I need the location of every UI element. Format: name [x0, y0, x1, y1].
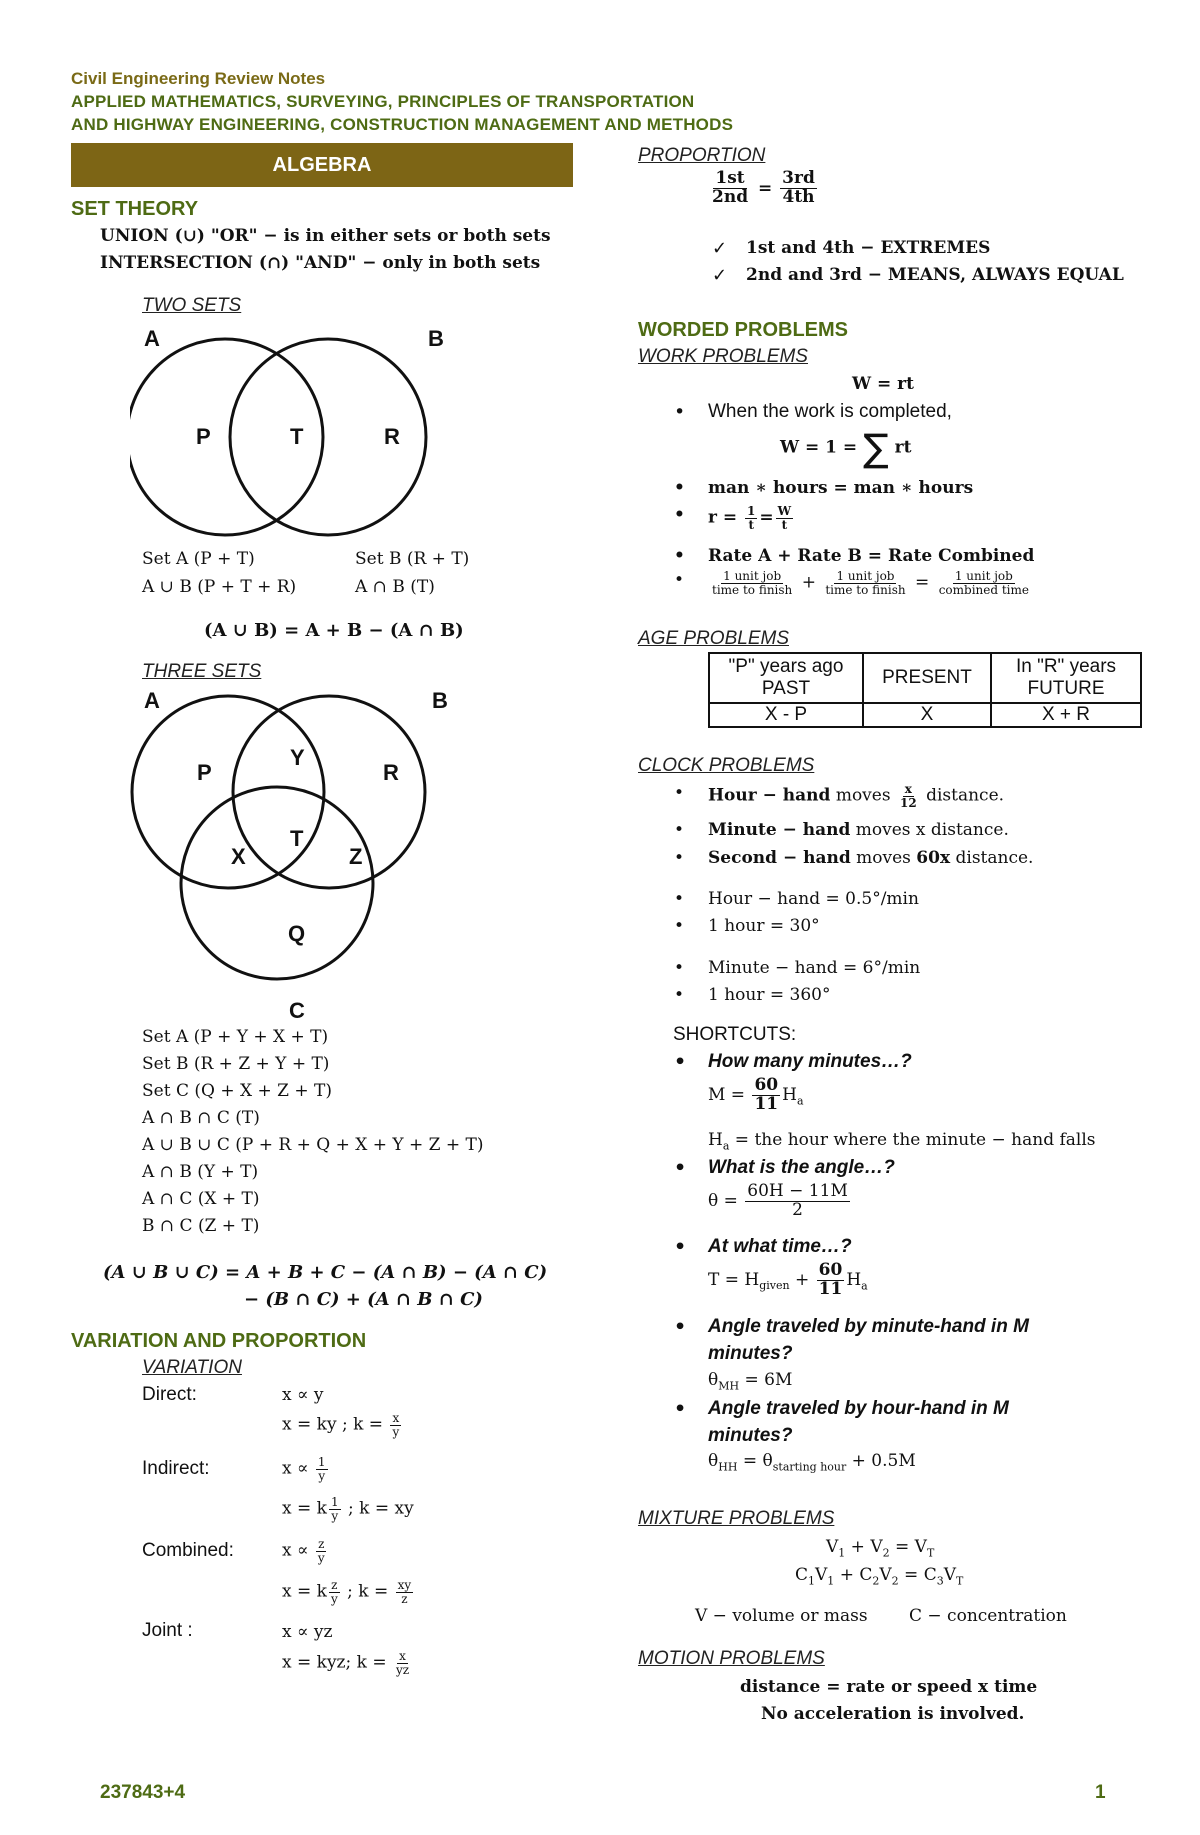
second-moves-text: moves — [856, 848, 911, 868]
proportion-title: PROPORTION — [638, 145, 766, 166]
shortcut-q5-cont: minutes? — [708, 1425, 793, 1446]
fraction — [780, 170, 817, 207]
work-problems-title: WORK PROBLEMS — [638, 346, 808, 367]
work-bullet-unit-job: • $\frac{\text{1 unit job}}{\text{time to finish}}$ + $\frac{\text{1 unit job}}{\text{time to finish}}$ = $\frac{\text{1 unit job}}{\text{combined time}}$ — [708, 570, 1033, 596]
circle-b — [233, 696, 425, 888]
shortcut-q4-cont: minutes? — [708, 1343, 793, 1364]
mixture-formula-2: $C_1V_1 + C_2V_2 = C_3V_T$ — [795, 1565, 964, 1588]
venn2-region-t: T — [290, 424, 304, 449]
variation-subtitle: VARIATION — [142, 1357, 242, 1378]
header-line-2: AND HIGHWAY ENGINEERING, CONSTRUCTION MANAGEMENT AND METHODS — [71, 115, 734, 134]
worded-problems-title: WORDED PROBLEMS — [638, 319, 848, 341]
joint-formula-1: x ∝ yz — [282, 1622, 333, 1642]
indirect-formula-2 — [282, 1496, 414, 1522]
age-header-past-1: "P" years ago — [728, 656, 844, 677]
circle-c — [181, 787, 373, 979]
clock-bullet-hour-hand — [708, 783, 1004, 809]
fraction — [937, 570, 1031, 596]
mixture-legend-v: V − volume or mass — [695, 1606, 868, 1626]
age-problems-title: AGE PROBLEMS — [638, 628, 789, 649]
proportion-check-1: ✓ 1st and 4th − EXTREMES — [746, 238, 990, 258]
three-set-line: B ∩ C (Z + T) — [142, 1216, 260, 1236]
venn2-region-p: P — [196, 424, 211, 449]
clock-bullet-minute-hand — [708, 820, 1009, 840]
clock-bullet-hour-360: • 1 hour = 360° — [708, 985, 830, 1005]
three-sets-title: THREE SETS — [142, 661, 262, 682]
age-value-past: X - P — [709, 703, 863, 727]
second-distance: distance. — [955, 848, 1034, 868]
shortcut-q1: • How many minutes…? — [708, 1051, 912, 1073]
t-equals: T = H — [708, 1269, 760, 1290]
fraction — [823, 570, 907, 596]
fraction: $\frac{1}{y}$ — [330, 1495, 339, 1523]
venn3-region-t: T — [290, 826, 304, 851]
mixture-problems-title: MIXTURE PROBLEMS — [638, 1508, 835, 1529]
footer-code: 237843+4 — [100, 1782, 186, 1803]
three-set-line: A ∩ B ∩ C (T) — [142, 1108, 260, 1128]
venn2-label-b: B — [428, 326, 444, 351]
venn3-region-p: P — [197, 760, 212, 785]
second-hand-text: Second − hand — [708, 848, 851, 868]
shortcut-q2-formula: θ = $\frac{60H - 11M}{2}$ — [708, 1181, 848, 1220]
combined-formula-1 — [282, 1538, 329, 1564]
hour-hand-text: Hour − hand — [708, 785, 831, 806]
den: 4th — [782, 186, 815, 207]
clock-bullet-hour-rate: • Hour − hand = 0.5°/min — [708, 889, 919, 909]
age-header-future-2: FUTURE — [1027, 678, 1105, 699]
motion-problems-title: MOTION PROBLEMS — [638, 1648, 825, 1669]
num: 60H − 11M — [747, 1181, 848, 1201]
fraction: $\frac{xy}{z}$ — [397, 1578, 412, 1606]
work-sum-rt: rt — [894, 437, 912, 458]
set-theory-title: SET THEORY — [71, 198, 199, 220]
three-set-lines — [142, 1027, 484, 1243]
distance-text: distance. — [926, 785, 1005, 806]
algebra-banner: ALGEBRA — [71, 143, 573, 187]
shortcut-q1-ha: $H_a$ = the hour where the minute − hand falls — [708, 1130, 1096, 1153]
clock-problems-title: CLOCK PROBLEMS — [638, 755, 815, 776]
age-header-past-2: PAST — [761, 678, 811, 699]
direct-formula-2 — [282, 1412, 403, 1438]
shortcut-q4-formula: $\theta_{MH} = 6M$ — [708, 1370, 793, 1393]
header-line-1: APPLIED MATHEMATICS, SURVEYING, PRINCIPLES OF TRANSPORTATION — [71, 92, 695, 111]
shortcut-q2: • What is the angle…? — [708, 1157, 895, 1179]
fraction: $\frac{x}{12}$ — [899, 782, 917, 810]
motion-line-2: No acceleration is involved. — [761, 1704, 1025, 1724]
q5-eq: = — [742, 1451, 758, 1471]
mixture-formula-1: $V_1 + V_2 = V_T$ — [826, 1537, 935, 1560]
work-bullet-man-hours: • man ∗ hours = man ∗ hours — [708, 478, 973, 498]
joint-formula-2 — [282, 1650, 413, 1676]
venn3-region-z: Z — [349, 844, 363, 869]
ha-definition: the hour where the minute − hand falls — [754, 1130, 1096, 1150]
two-set-intersection: A ∩ B (T) — [355, 577, 435, 597]
two-sets-title: TWO SETS — [142, 295, 242, 316]
three-set-formula-2: − (B ∩ C) + (A ∩ B ∩ C) — [244, 1289, 483, 1310]
q4-formula-text: = 6M — [744, 1370, 793, 1390]
fraction: $\frac{W}{t}$ — [777, 504, 792, 532]
age-header-present: PRESENT — [863, 653, 991, 703]
rate-text: r = — [708, 507, 738, 528]
direct-label: Direct: — [142, 1384, 197, 1405]
venn3-region-x: X — [231, 844, 246, 869]
num: 1 unit job — [954, 569, 1013, 583]
proportion-check-2: ✓ 2nd and 3rd − MEANS, ALWAYS EQUAL — [746, 265, 1124, 285]
age-header-past — [709, 653, 863, 703]
num: • 1 unit job — [723, 569, 782, 583]
den: time to finish — [712, 582, 793, 597]
venn3-region-q: Q — [288, 921, 306, 946]
two-set-b: Set B (R + T) — [355, 549, 470, 569]
fraction — [710, 170, 750, 207]
venn3-region-y: Y — [290, 745, 305, 770]
three-set-line: A ∩ B (Y + T) — [142, 1162, 259, 1182]
fraction: $\frac{1}{y}$ — [317, 1455, 326, 1483]
indirect-label: Indirect: — [142, 1458, 210, 1479]
venn2-region-r: R — [384, 424, 400, 449]
indirect-formula-2-text: x = k — [282, 1498, 327, 1519]
union-definition: UNION (∪) "OR" − is in either sets or both sets — [100, 226, 551, 246]
shortcut-q5-formula: $\theta_{HH} = \theta_{starting hour} + 0.5M$ — [708, 1451, 916, 1474]
age-header-future — [991, 653, 1141, 703]
combined-label: Combined: — [142, 1540, 234, 1561]
combined-formula-2-text: x = k — [282, 1581, 327, 1602]
fraction: $\frac{z}{y}$ — [317, 1537, 325, 1565]
shortcut-q3: • At what time…? — [708, 1236, 852, 1258]
venn2-label-a: A — [144, 326, 160, 351]
motion-line-1: distance = rate or speed x time — [740, 1677, 1038, 1697]
work-bullet-rate: • r = $\frac{1}{t}$ = $\frac{W}{t}$ — [708, 505, 795, 531]
fraction: $\frac{z}{y}$ — [330, 1578, 338, 1606]
fraction: $\frac{60}{11}$ — [818, 1260, 843, 1299]
mixture-legend-c: C − concentration — [909, 1606, 1067, 1626]
venn3-label-a: A — [144, 688, 160, 713]
shortcut-q4: • Angle traveled by minute-hand in M — [708, 1316, 1029, 1338]
three-set-formula-1: (A ∪ B ∪ C) = A + B + C − (A ∩ B) − (A ∩ C) — [103, 1262, 548, 1283]
num: 1 unit job — [836, 569, 895, 583]
age-value-future: X + R — [991, 703, 1141, 727]
second-60x: 60x — [916, 848, 951, 868]
minute-moves-text: moves x distance. — [855, 820, 1009, 840]
den: combined time — [938, 582, 1029, 597]
three-set-line: Set A (P + Y + X + T) — [142, 1027, 329, 1047]
m-equals: M = — [708, 1084, 746, 1105]
given-sub: given — [759, 1279, 790, 1293]
clock-bullet-hour-30: • 1 hour = 30° — [708, 916, 820, 936]
den: 2 — [792, 1199, 803, 1220]
three-set-line: Set C (Q + X + Z + T) — [142, 1081, 332, 1101]
clock-bullet-minute-rate: • Minute − hand = 6°/min — [708, 958, 920, 978]
page-number: 1 — [1095, 1782, 1106, 1803]
minute-hand-text: Minute − hand — [708, 820, 851, 840]
indirect-formula-1 — [282, 1456, 330, 1482]
three-set-line: Set B (R + Z + Y + T) — [142, 1054, 330, 1074]
q5-sub: starting hour — [772, 1460, 847, 1474]
fraction — [745, 1183, 850, 1220]
den: time to finish — [825, 582, 906, 597]
combined-formula-1-text: x ∝ — [282, 1540, 309, 1561]
circle-a — [132, 696, 324, 888]
fraction: $\frac{60}{11}$ — [754, 1075, 779, 1114]
fraction — [710, 570, 794, 596]
fraction: $\frac{x}{y}$ — [392, 1411, 400, 1439]
joint-label: Joint : — [142, 1620, 193, 1641]
age-header-future-1: In "R" years — [1015, 656, 1117, 677]
proportion-formula: $\frac{1st}{2nd}$ = $\frac{3rd}{4th}$ — [712, 168, 815, 207]
combined-formula-2 — [282, 1579, 415, 1605]
three-set-line: A ∪ B ∪ C (P + R + Q + X + Y + Z + T) — [142, 1135, 484, 1155]
indirect-formula-1-text: x ∝ — [282, 1458, 309, 1479]
fraction: $\frac{x}{yz}$ — [396, 1649, 410, 1677]
clock-bullet-second-hand — [708, 848, 1033, 868]
num: 3rd — [782, 168, 815, 188]
moves-text: moves — [835, 785, 891, 806]
variation-proportion-title: VARIATION AND PROPORTION — [71, 1330, 367, 1352]
work-formula: W = rt — [852, 374, 914, 394]
three-set-line: A ∩ C (X + T) — [142, 1189, 260, 1209]
header-series: Civil Engineering Review Notes — [71, 69, 326, 88]
venn3-region-r: R — [383, 760, 399, 785]
num: 1st — [715, 168, 745, 188]
shortcut-q3-formula: $T = H_{given}$ + $\frac{60}{11}$ $H_a$ — [708, 1260, 868, 1299]
work-bullet-rate-combined: • Rate A + Rate B = Rate Combined — [708, 546, 1034, 566]
indirect-formula-2-tail: ; k = xy — [348, 1498, 414, 1519]
den: 2nd — [712, 186, 749, 207]
work-sum-formula: W = 1 = ∑ rt — [780, 426, 912, 470]
direct-formula-2-text: x = ky ; k = — [282, 1414, 384, 1435]
age-value-present: X — [863, 703, 991, 727]
shortcuts-label: SHORTCUTS: — [673, 1024, 797, 1045]
q5-tail: + 0.5M — [851, 1451, 916, 1471]
shortcut-q1-formula: M = $\frac{60}{11}$ $H_a$ — [708, 1075, 804, 1114]
two-set-union: A ∪ B (P + T + R) — [142, 577, 297, 597]
two-set-formula: (A ∪ B) = A + B − (A ∩ B) — [204, 620, 464, 641]
direct-formula-1: x ∝ y — [282, 1385, 324, 1405]
shortcut-q5: • Angle traveled by hour-hand in M — [708, 1398, 1009, 1420]
combined-formula-2-tail: ; k = — [347, 1581, 389, 1602]
work-bullet-completed: • When the work is completed, — [708, 401, 952, 423]
venn3-label-b: B — [432, 688, 448, 713]
intersection-definition: INTERSECTION (∩) "AND" − only in both sets — [100, 253, 541, 273]
age-table — [708, 652, 1142, 728]
work-sum-text: W = 1 = — [780, 437, 858, 458]
joint-formula-2-text: x = kyz; k = — [282, 1652, 387, 1673]
fraction: $\frac{1}{t}$ — [747, 504, 756, 532]
two-set-a: Set A (P + T) — [142, 549, 255, 569]
venn3-label-c: C — [289, 998, 305, 1023]
